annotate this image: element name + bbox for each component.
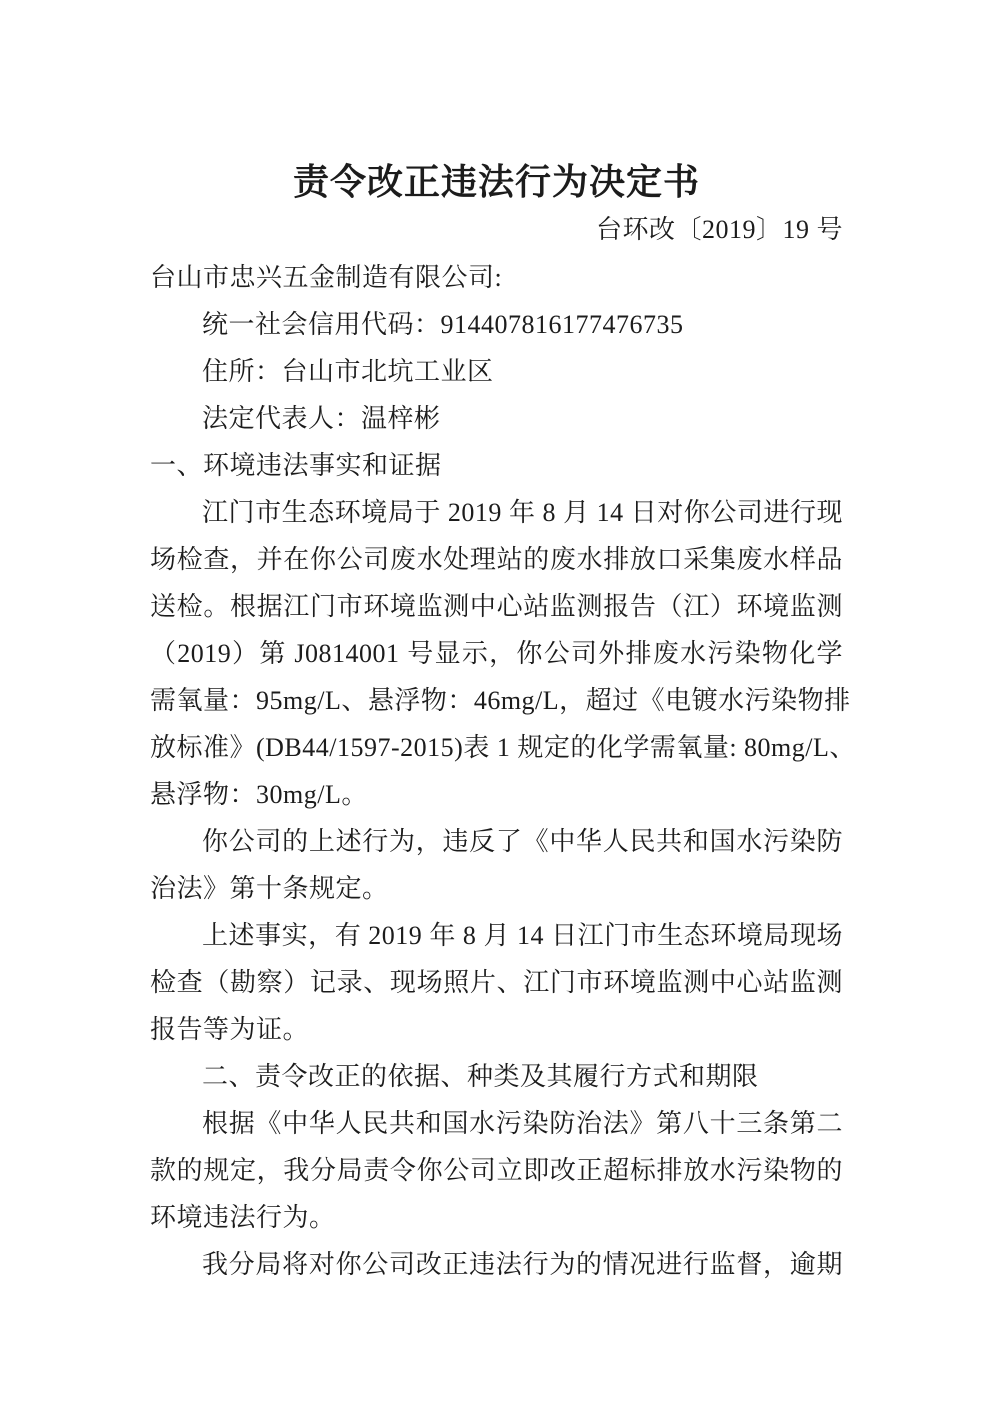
order-line-2: 款的规定，我分局责令你公司立即改正超标排放水污染物的 — [150, 1156, 843, 1185]
order-line-1: 根据《中华人民共和国水污染防治法》第八十三条第二 — [202, 1109, 843, 1138]
facts-line-6: 放标准》(DB44/1597-2015)表 1 规定的化学需氧量: 80mg/L、 — [150, 733, 856, 762]
facts-line-2: 场检查，并在你公司废水处理站的废水排放口采集废水样品 — [150, 545, 843, 574]
supervision-line: 我分局将对你公司改正违法行为的情况进行监督，逾期 — [202, 1250, 843, 1279]
facts-line-5: 需氧量：95mg/L、悬浮物：46mg/L，超过《电镀水污染物排 — [150, 686, 851, 715]
violation-line-2: 治法》第十条规定。 — [150, 874, 389, 903]
order-line-3: 环境违法行为。 — [150, 1203, 336, 1232]
legal-rep-line: 法定代表人：温梓彬 — [202, 404, 441, 433]
evidence-line-1: 上述事实，有 2019 年 8 月 14 日江门市生态环境局现场 — [202, 921, 843, 950]
document-number: 台环改〔2019〕19 号 — [595, 215, 843, 244]
facts-line-4: （2019）第 J0814001 号显示，你公司外排废水污染物化学 — [150, 639, 843, 668]
address-line: 住所：台山市北坑工业区 — [202, 357, 494, 386]
facts-line-3: 送检。根据江门市环境监测中心站监测报告（江）环境监测 — [150, 592, 843, 621]
violation-line-1: 你公司的上述行为，违反了《中华人民共和国水污染防 — [202, 827, 843, 856]
facts-line-1: 江门市生态环境局于 2019 年 8 月 14 日对你公司进行现 — [202, 498, 843, 527]
facts-line-7: 悬浮物：30mg/L。 — [150, 780, 368, 809]
document-body — [150, 254, 856, 1288]
credit-code-line: 统一社会信用代码：914407816177476735 — [202, 310, 684, 339]
recipient-line: 台山市忠兴五金制造有限公司: — [150, 263, 503, 292]
section-2-heading: 二、责令改正的依据、种类及其履行方式和期限 — [202, 1062, 759, 1091]
document-title: 责令改正违法行为决定书 — [292, 162, 700, 202]
evidence-line-2: 检查（勘察）记录、现场照片、江门市环境监测中心站监测 — [150, 968, 843, 997]
evidence-line-3: 报告等为证。 — [150, 1015, 310, 1044]
section-1-heading: 一、环境违法事实和证据 — [150, 451, 442, 480]
